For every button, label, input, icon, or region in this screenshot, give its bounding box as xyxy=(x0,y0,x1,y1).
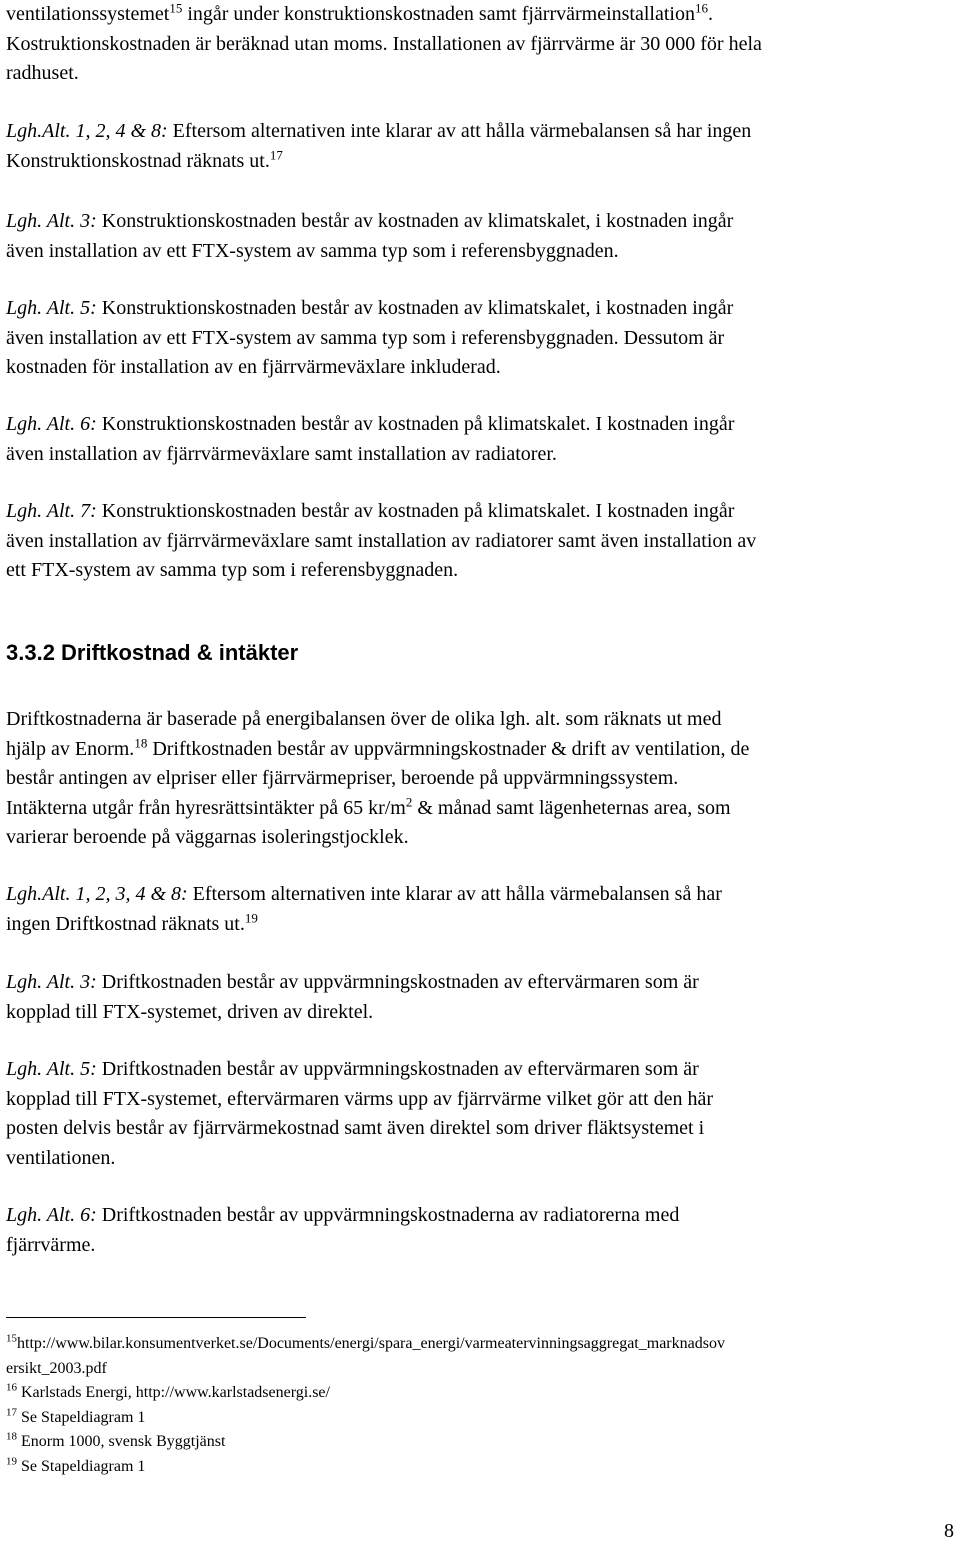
paragraph-alt-7 xyxy=(6,497,956,586)
paragraph-alt-1248 xyxy=(6,117,956,176)
text-span: Driftkostnaden består av uppvärmningskostnaderna av radiatorerna med xyxy=(96,1204,680,1226)
footnote-number: 15 xyxy=(6,1332,17,1345)
footnote-19 xyxy=(6,1455,956,1480)
text-span: Intäkterna utgår från hyresrättsintäkter på 65 kr/m xyxy=(6,796,406,819)
text-line: radhuset. xyxy=(6,62,79,84)
text-line: även installation av fjärrvärmeväxlare samt installation av radiatorer. xyxy=(6,442,557,465)
footnote-ref[interactable]: 18 xyxy=(134,734,148,750)
footnote-number: 19 xyxy=(6,1455,17,1468)
text-span: hjälp av Enorm. xyxy=(6,737,135,760)
superscript: 2 xyxy=(405,793,413,809)
paragraph-lead: Lgh. Alt. 5: xyxy=(6,297,97,319)
footnote-link-continued[interactable]: ersikt_2003.pdf xyxy=(6,1359,107,1377)
text-line: även installation av fjärrvärmeväxlare samt installation av radiatorer samt även installation av xyxy=(6,529,757,552)
footnote-16 xyxy=(6,1381,956,1406)
page-number: 8 xyxy=(944,1520,954,1542)
paragraph-lead: Lgh. Alt. 6: xyxy=(6,413,97,435)
text-span: ingår under konstruktionskostnaden samt fjärrvärmeinstallation xyxy=(182,3,695,25)
footnote-text: Se Stapeldiagram 1 xyxy=(17,1457,146,1475)
footnote-link[interactable]: http://www.bilar.konsumentverket.se/Documents/energi/spara_energi/varmeatervinningsaggregat_marknadsov xyxy=(17,1335,725,1352)
paragraph-lead: Lgh. Alt. 6: xyxy=(6,1204,97,1226)
paragraph-lead: Lgh. Alt. 7: xyxy=(6,500,97,522)
text-line: posten delvis består av fjärrvärmekostnad samt även direktel som driver fläktsystemet i xyxy=(6,1117,705,1139)
text-line: även installation av ett FTX-system av samma typ som i referensbyggnaden. xyxy=(6,239,619,262)
footnote-ref[interactable]: 17 xyxy=(269,146,283,162)
text-span: Konstruktionskostnaden består av kostnaden på klimatskalet. I kostnaden ingår xyxy=(96,413,735,435)
paragraph-lead: Lgh. Alt. 3: xyxy=(6,971,97,993)
text-span: Driftkostnaden består av uppvärmningskostnaden av eftervärmaren som är xyxy=(96,971,699,993)
text-line: ventilationen. xyxy=(6,1146,116,1169)
text-line: Kostruktionskostnaden är beräknad utan moms. Installationen av fjärrvärme är 30 000 för hela xyxy=(6,32,762,55)
text-span: . xyxy=(707,3,713,25)
footnote-17 xyxy=(6,1406,956,1431)
text-span: Konstruktionskostnaden består av kostnaden på klimatskalet. I kostnaden ingår xyxy=(96,500,735,522)
footnote-number: 16 xyxy=(6,1381,17,1394)
text-line: ett FTX-system av samma typ som i referensbyggnaden. xyxy=(6,559,459,581)
text-span: Eftersom alternativen inte klarar av att hålla värmebalansen så har ingen xyxy=(167,120,752,142)
footnote-text: Se Stapeldiagram 1 xyxy=(17,1408,146,1426)
footnote-text: Karlstads Energi, http://www.karlstadsenergi.se/ xyxy=(17,1384,330,1401)
footnote-number: 17 xyxy=(6,1406,17,1419)
text-line: består antingen av elpriser eller fjärrvärmepriser, beroende på uppvärmningssystem. xyxy=(6,767,679,789)
paragraph-drift-alt-12348 xyxy=(6,880,956,939)
text-line: även installation av ett FTX-system av samma typ som i referensbyggnaden. Dessutom är xyxy=(6,326,725,349)
text-span: Driftkostnaden består av uppvärmningskostnaden av eftervärmaren som är xyxy=(96,1058,699,1080)
footnote-ref[interactable]: 16 xyxy=(694,0,708,16)
paragraph-drift-alt-3 xyxy=(6,968,956,1027)
text-span: & månad samt lägenheternas area, som xyxy=(412,796,731,819)
text-line: fjärrvärme. xyxy=(6,1233,96,1256)
text-span: Konstruktionskostnad räknats ut. xyxy=(6,149,270,172)
paragraph-alt-5 xyxy=(6,294,956,383)
paragraph-lead: Lgh.Alt. 1, 2, 4 & 8: xyxy=(6,120,168,142)
paragraph-alt-6 xyxy=(6,410,956,469)
paragraph-lead: Lgh. Alt. 5: xyxy=(6,1058,97,1080)
paragraph-driftkostnad xyxy=(6,705,956,853)
footnote-divider xyxy=(6,1317,306,1318)
paragraph-alt-3 xyxy=(6,207,956,266)
text-line: kopplad till FTX-systemet, eftervärmaren värms upp av fjärrvärme vilket gör att den här xyxy=(6,1087,713,1110)
footnote-number: 18 xyxy=(6,1430,17,1443)
footnote-ref[interactable]: 15 xyxy=(169,0,183,16)
text-line: Driftkostnaderna är baserade på energibalansen över de olika lgh. alt. som räknats ut med xyxy=(6,708,722,730)
paragraph-drift-alt-5 xyxy=(6,1055,956,1173)
text-span: Konstruktionskostnaden består av kostnaden av klimatskalet, i kostnaden ingår xyxy=(96,297,734,319)
paragraph-lead: Lgh.Alt. 1, 2, 3, 4 & 8: xyxy=(6,883,188,905)
paragraph-drift-alt-6 xyxy=(6,1201,956,1260)
footnote-text: Enorm 1000, svensk Byggtjänst xyxy=(17,1433,226,1450)
paragraph-lead: Lgh. Alt. 3: xyxy=(6,210,97,232)
text-line: varierar beroende på väggarnas isoleringstjocklek. xyxy=(6,826,409,848)
text-span: Eftersom alternativen inte klarar av att hålla värmebalansen så har xyxy=(187,883,722,905)
footnotes xyxy=(6,1332,956,1479)
text-line: kostnaden för installation av en fjärrvärmeväxlare inkluderad. xyxy=(6,356,501,378)
text-span: Driftkostnaden består av uppvärmningskostnader & drift av ventilation, de xyxy=(147,737,750,760)
section-heading: 3.3.2 Driftkostnad & intäkter xyxy=(6,640,299,665)
footnote-18 xyxy=(6,1430,956,1455)
text-span: ventilationssystemet xyxy=(6,3,170,25)
text-span: ingen Driftkostnad räknats ut. xyxy=(6,912,245,935)
text-span: Konstruktionskostnaden består av kostnaden av klimatskalet, i kostnaden ingår xyxy=(96,210,734,232)
text-line: kopplad till FTX-systemet, driven av direktel. xyxy=(6,1000,374,1023)
intro-paragraph xyxy=(6,0,956,89)
footnote-15 xyxy=(6,1332,956,1357)
footnote-ref[interactable]: 19 xyxy=(244,909,258,925)
